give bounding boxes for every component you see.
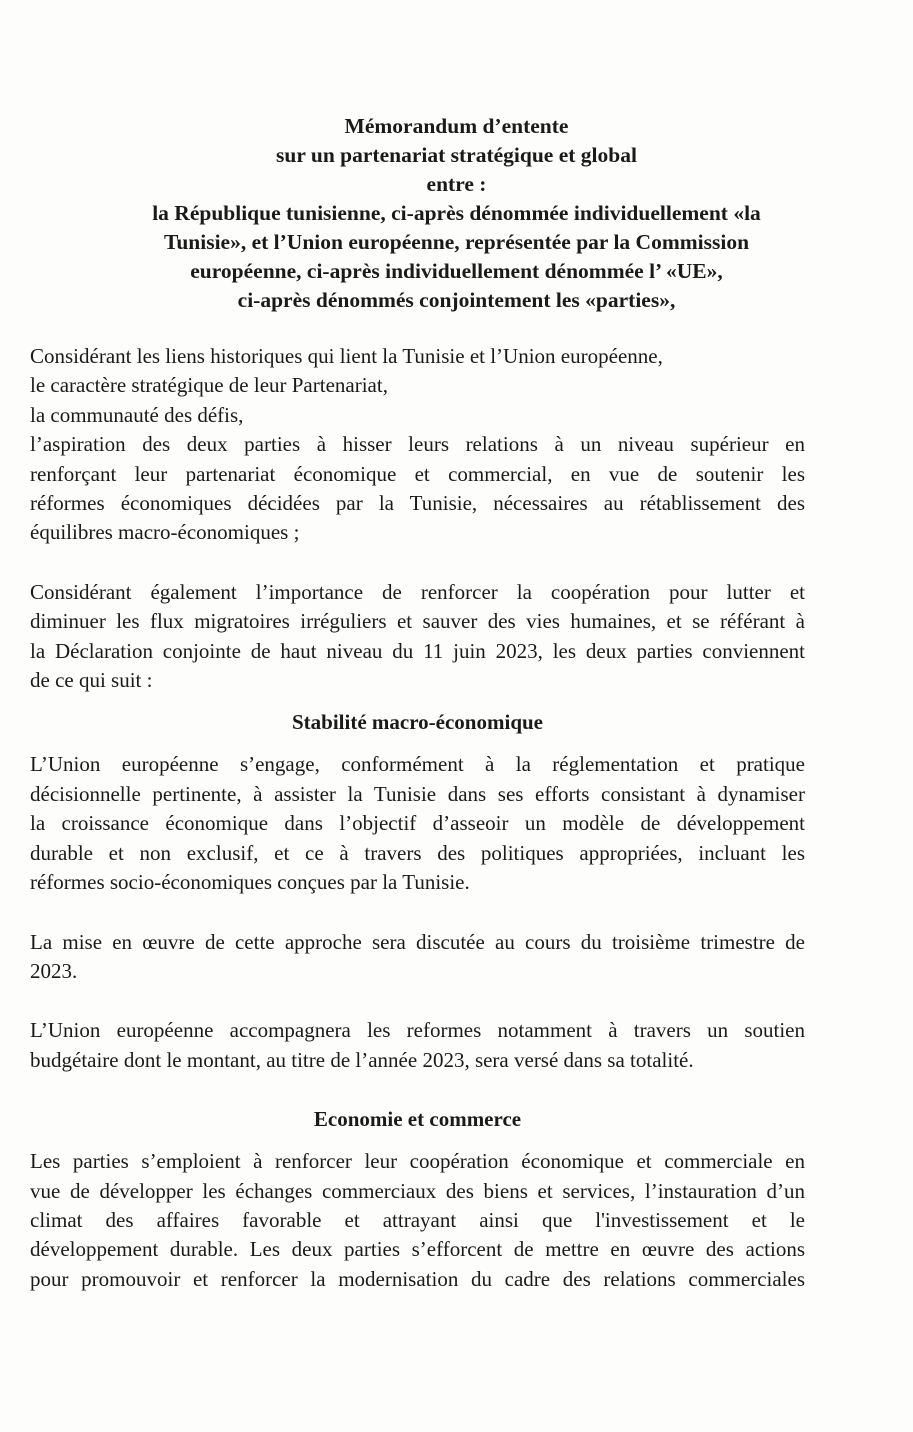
paragraph-line: Les parties s’emploient à renforcer leur coopération économique et commerciale en <box>30 1149 805 1174</box>
paragraph-line: La mise en œuvre de cette approche sera discutée au cours du troisième trimestre de <box>30 929 805 954</box>
document-title <box>60 112 853 315</box>
title-line: ci-après dénommés conjointement les «parties», <box>237 288 676 312</box>
paragraph-line: L’Union européenne accompagnera les reformes notamment à travers un soutien <box>30 1018 805 1043</box>
paragraph-line: vue de développer les échanges commerciaux des biens et services, l’instauration d’un <box>30 1178 805 1203</box>
paragraph-line: budgétaire dont le montant, au titre de l’année 2023, sera versé dans sa totalité. <box>30 1047 694 1072</box>
preamble-line: le caractère stratégique de leur Partenariat, <box>30 373 388 398</box>
macro-paragraph-2 <box>30 928 805 987</box>
macro-paragraph-1 <box>30 750 805 897</box>
considering-also-paragraph <box>30 578 805 696</box>
paragraph-line: diminuer les flux migratoires irréguliers et sauver des vies humaines, et se référant à <box>30 609 805 634</box>
paragraph-line: 2023. <box>30 958 78 983</box>
paragraph-line: climat des affaires favorable et attrayant ainsi que l'investissement et le <box>30 1207 805 1232</box>
paragraph-line: développement durable. Les deux parties s’efforcent de mettre en œuvre des actions <box>30 1237 805 1262</box>
paragraph-line: la croissance économique dans l’objectif d’asseoir un modèle de développement <box>30 811 805 836</box>
title-line: Tunisie», et l’Union européenne, représentée par la Commission <box>163 230 750 254</box>
title-line: sur un partenariat stratégique et global <box>276 143 637 167</box>
title-line: Mémorandum d’entente <box>344 114 569 138</box>
paragraph-line: L’Union européenne s’engage, conformément à la réglementation et pratique <box>30 752 805 777</box>
section-heading-macro: Stabilité macro-économique <box>292 710 543 735</box>
title-line: la République tunisienne, ci-après dénommée individuellement «la <box>152 201 761 225</box>
paragraph-line: réformes socio-économiques conçues par la Tunisie. <box>30 870 470 895</box>
paragraph-line: Considérant également l’importance de renforcer la coopération pour lutter et <box>30 579 805 604</box>
paragraph-line: de ce qui suit : <box>30 668 153 693</box>
section-heading-economy: Economie et commerce <box>313 1107 522 1132</box>
paragraph-line: décisionnelle pertinente, à assister la Tunisie dans ses efforts consistant à dynamiser <box>30 781 805 806</box>
paragraph-line: durable et non exclusif, et ce à travers des politiques appropriées, incluant les <box>30 840 805 865</box>
title-line: entre : <box>426 172 487 196</box>
preamble <box>30 342 805 548</box>
preamble-line: équilibres macro-économiques ; <box>30 520 300 545</box>
preamble-line: réformes économiques décidées par la Tunisie, nécessaires au rétablissement des <box>30 491 805 516</box>
preamble-line: renforçant leur partenariat économique et commercial, en vue de soutenir les <box>30 461 805 486</box>
macro-paragraph-3 <box>30 1016 805 1075</box>
title-line: européenne, ci-après individuellement dénommée l’ «UE», <box>190 259 723 283</box>
preamble-line: Considérant les liens historiques qui lient la Tunisie et l’Union européenne, <box>30 344 663 368</box>
paragraph-line: la Déclaration conjointe de haut niveau du 11 juin 2023, les deux parties conviennent <box>30 638 805 663</box>
economy-paragraph <box>30 1147 805 1294</box>
preamble-line: la communauté des défis, <box>30 402 244 427</box>
preamble-line: l’aspiration des deux parties à hisser leurs relations à un niveau supérieur en <box>30 432 805 457</box>
document-body <box>30 342 805 1294</box>
paragraph-line: pour promouvoir et renforcer la modernisation du cadre des relations commerciales <box>30 1266 805 1291</box>
